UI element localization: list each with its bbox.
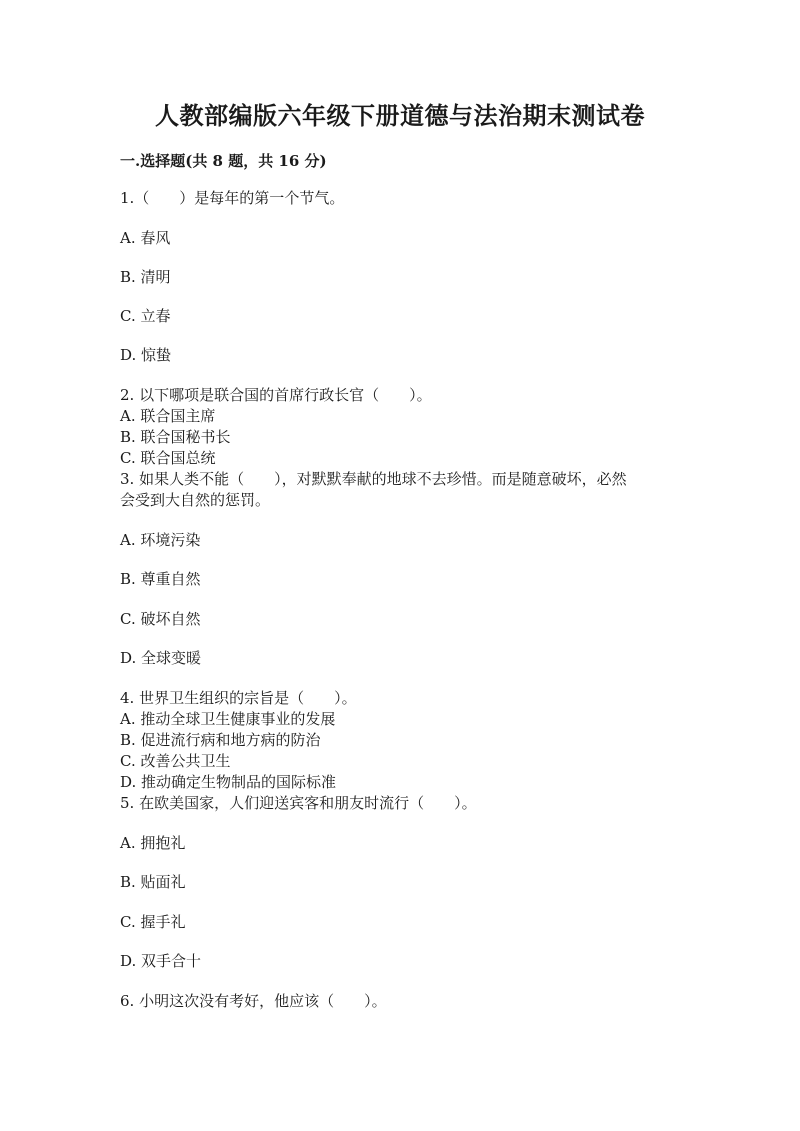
question-1-option-c: C. 立春	[120, 307, 171, 325]
document-title: 人教部编版六年级下册道德与法治期末测试卷	[155, 101, 645, 130]
question-1-option-b: B. 清明	[120, 268, 171, 286]
question-4-option-d: D. 推动确定生物制品的国际标准	[120, 773, 337, 791]
question-3-option-c: C. 破坏自然	[120, 610, 201, 628]
question-3-stem-line1: 3. 如果人类不能（ ），对默默奉献的地球不去珍惜。而是随意破坏，必然	[120, 470, 627, 488]
question-5-option-b: B. 贴面礼	[120, 873, 186, 891]
question-3-stem-line2: 会受到大自然的惩罚。	[120, 491, 271, 509]
question-5-option-d: D. 双手合十	[120, 952, 202, 970]
question-1-option-a: A. 春风	[120, 229, 171, 247]
question-3-option-b: B. 尊重自然	[120, 570, 201, 588]
question-2-option-a: A. 联合国主席	[120, 407, 216, 425]
section-heading: 一.选择题(共 8 题，共 16 分)	[120, 152, 327, 170]
question-2-option-c: C. 联合国总统	[120, 449, 216, 467]
question-3-option-a: A. 环境污染	[120, 531, 201, 549]
question-4-option-a: A. 推动全球卫生健康事业的发展	[120, 710, 336, 728]
question-5-stem: 5. 在欧美国家，人们迎送宾客和朋友时流行（ ）。	[120, 794, 477, 812]
question-1-option-d: D. 惊蛰	[120, 346, 172, 364]
question-4-option-b: B. 促进流行病和地方病的防治	[120, 731, 321, 749]
question-5-option-a: A. 拥抱礼	[120, 834, 186, 852]
question-6-stem: 6. 小明这次没有考好，他应该（ ）。	[120, 992, 387, 1010]
question-1-stem: 1.（ ）是每年的第一个节气。	[120, 189, 345, 207]
question-2-option-b: B. 联合国秘书长	[120, 428, 231, 446]
question-5-option-c: C. 握手礼	[120, 913, 186, 931]
question-4-stem: 4. 世界卫生组织的宗旨是（ ）。	[120, 689, 357, 707]
question-2-stem: 2. 以下哪项是联合国的首席行政长官（ ）。	[120, 386, 432, 404]
question-3-option-d: D. 全球变暖	[120, 649, 202, 667]
question-4-option-c: C. 改善公共卫生	[120, 752, 231, 770]
